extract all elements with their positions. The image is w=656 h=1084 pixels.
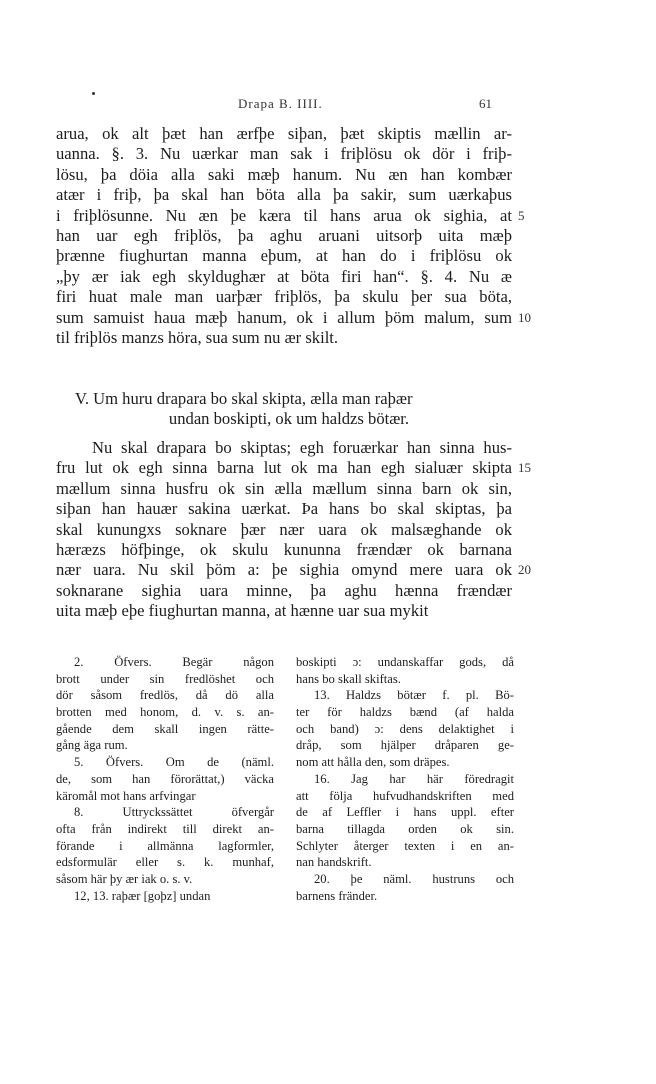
section-heading-line-1: V. Um huru drapara bo skal skipta, ælla man raþær	[75, 389, 413, 408]
footnote-line: edsformulär eller s. k. munhaf,	[56, 855, 274, 870]
text-line-content: þrænne fiughurtan manna eþum, at han do i friþlösu ok	[56, 246, 512, 266]
footnote-line: käromål mot hans arfvingar	[56, 788, 196, 803]
text-line	[56, 581, 512, 601]
footnote-line: Schlyter återger texten i en an-	[296, 838, 514, 853]
printer-mark	[92, 92, 95, 95]
line-number: 20	[518, 562, 531, 578]
footnote-line: de af Leffler i hans uppl. efter	[296, 805, 514, 820]
text-line-content: firi huat male man uarþær friþlös, þa skulu þer sua böta,	[56, 287, 512, 307]
text-line-content: han uar egh friþlös, þa aghu aruani uitsorþ uita mæþ	[56, 225, 512, 245]
footnote-line: gående dem skall ingen rätte-	[56, 721, 274, 736]
text-line	[56, 479, 512, 499]
text-line	[56, 458, 531, 478]
text-line	[56, 438, 512, 458]
footnote-line: ofta från indirekt till direkt an-	[56, 821, 274, 836]
footnote-line: 13. Haldzs bötær f. pl. Bö-	[314, 688, 514, 703]
running-head: Drapa B. IIII.	[238, 96, 323, 111]
line-number: 10	[518, 309, 531, 325]
footnote-line: 5. Öfvers. Om de (näml.	[74, 755, 274, 770]
text-line-content: soknarane sighia uara minne, þa aghu hænna frændær	[56, 580, 512, 600]
footnote-line: dör såsom fredlös, då dö alla	[56, 688, 274, 703]
footnote-line: 8. Uttryckssättet öfvergår	[74, 805, 274, 820]
footnote-line: 2. Öfvers. Begär någon	[74, 655, 274, 669]
footnote-line: 20. þe näml. hustruns och	[314, 871, 514, 886]
text-line	[56, 144, 512, 164]
footnote-line: 16. Jag har här föredragit	[314, 771, 514, 786]
footnote-line: att följa hufvudhandskriften med	[296, 788, 514, 803]
text-line-content: arua, ok alt þæt han ærfþe siþan, þæt skiptis mællin ar-	[56, 124, 512, 143]
text-line-content: sum samuist haua mæþ hanum, ok i allum þöm malum, sum	[56, 307, 512, 327]
footnote-line: barna tillagda orden ok sin.	[296, 821, 514, 836]
text-line	[56, 307, 531, 328]
text-line-content: Nu skal drapara bo skiptas; egh foruærkar han sinna hus-	[92, 438, 512, 457]
text-line-content: fru lut ok egh sinna barna lut ok ma han egh sialuær skipta	[56, 458, 512, 478]
text-line	[56, 226, 512, 246]
main-text-block-2	[56, 438, 531, 622]
text-line-content: atær i friþ, þa skal han böta alla þa sakir, sum uærkaþus	[56, 185, 512, 205]
footnote-line: gång äga rum.	[56, 738, 128, 753]
text-line	[56, 124, 512, 144]
footnote-line: nom att hålla den, som dräpes.	[296, 755, 450, 770]
footnote-line: boskipti ɔ: undanskaffar gods, då	[296, 655, 514, 669]
text-line-content: hæræzs höfþinge, ok skulu kununna frændær ok barnana	[56, 539, 512, 559]
text-line-content: uanna. §. 3. Nu uærkar man sak i friþlösu ok dör i friþ-	[56, 144, 512, 164]
line-number: 5	[518, 207, 525, 223]
text-line-content: uita mæþ eþe fiughurtan manna, at hænne uar sua mykit	[56, 601, 429, 621]
text-line	[56, 328, 512, 348]
section-heading-line-2: undan boskipti, ok um haldzs bötær.	[168, 409, 410, 429]
page-number: 61	[479, 96, 492, 111]
line-number: 15	[518, 460, 531, 476]
footnote-line: barnens fränder.	[296, 888, 378, 903]
section-heading	[56, 389, 512, 430]
footnote-line: och band) ɔ: dens delaktighet i	[296, 721, 514, 736]
text-line-content: skal kunungxs soknare þær nær uara ok malsæghande ok	[56, 519, 512, 539]
text-line	[56, 287, 512, 307]
text-line	[56, 499, 512, 519]
footnotes-right-column	[296, 654, 514, 904]
text-line-content: lösu, þa döia alla saki mæþ hanum. Nu æn han kombær	[56, 164, 512, 184]
text-line-content: „þy ær iak egh skyldughær at böta firi han“. §. 4. Nu æ	[56, 266, 512, 286]
footnote-line: 12, 13. raþær [goþz] undan	[74, 888, 211, 903]
text-line	[56, 165, 512, 185]
text-line	[56, 246, 512, 266]
footnote-line: såsom här þy ær iak o. s. v.	[56, 871, 193, 886]
text-line	[56, 205, 525, 226]
footnote-line: brotten med honom, d. v. s. an-	[56, 705, 274, 720]
footnote-line: ter för haldzs bænd (af halda	[296, 705, 514, 720]
footnote-line: de, som han förorättat,) väcka	[56, 771, 274, 786]
text-line	[56, 520, 512, 540]
text-line-content: i friþlösunne. Nu æn þe kæra til hans arua ok sighia, at	[56, 205, 512, 225]
footnotes-left-column	[56, 654, 274, 904]
text-line	[56, 540, 512, 560]
text-line	[56, 267, 512, 287]
footnote-line: brott under sin fredlöshet och	[56, 671, 274, 686]
text-line-content: mællum sinna husfru ok sin ælla mællum sinna barn ok sin,	[56, 478, 512, 498]
text-line-content: til friþlös manzs höra, sua sum nu ær skilt.	[56, 327, 339, 347]
footnote-line: nan handskrift.	[296, 855, 372, 870]
text-line	[56, 185, 512, 205]
text-line	[56, 601, 512, 621]
main-text-block-1	[56, 124, 531, 348]
footnote-line: förande i allmänna lagformler,	[56, 838, 274, 853]
footnote-line: hans bo skall skiftas.	[296, 671, 401, 686]
text-line-content: nær uara. Nu skil þöm a: þe sighia omynd mere uara ok	[56, 560, 512, 580]
text-line	[56, 560, 531, 580]
footnote-line: dråp, som hjälper dråparen ge-	[296, 738, 514, 753]
text-line-content: siþan han hauær sakina uærkat. Þa hans bo skal skiptas, þa	[56, 499, 512, 519]
